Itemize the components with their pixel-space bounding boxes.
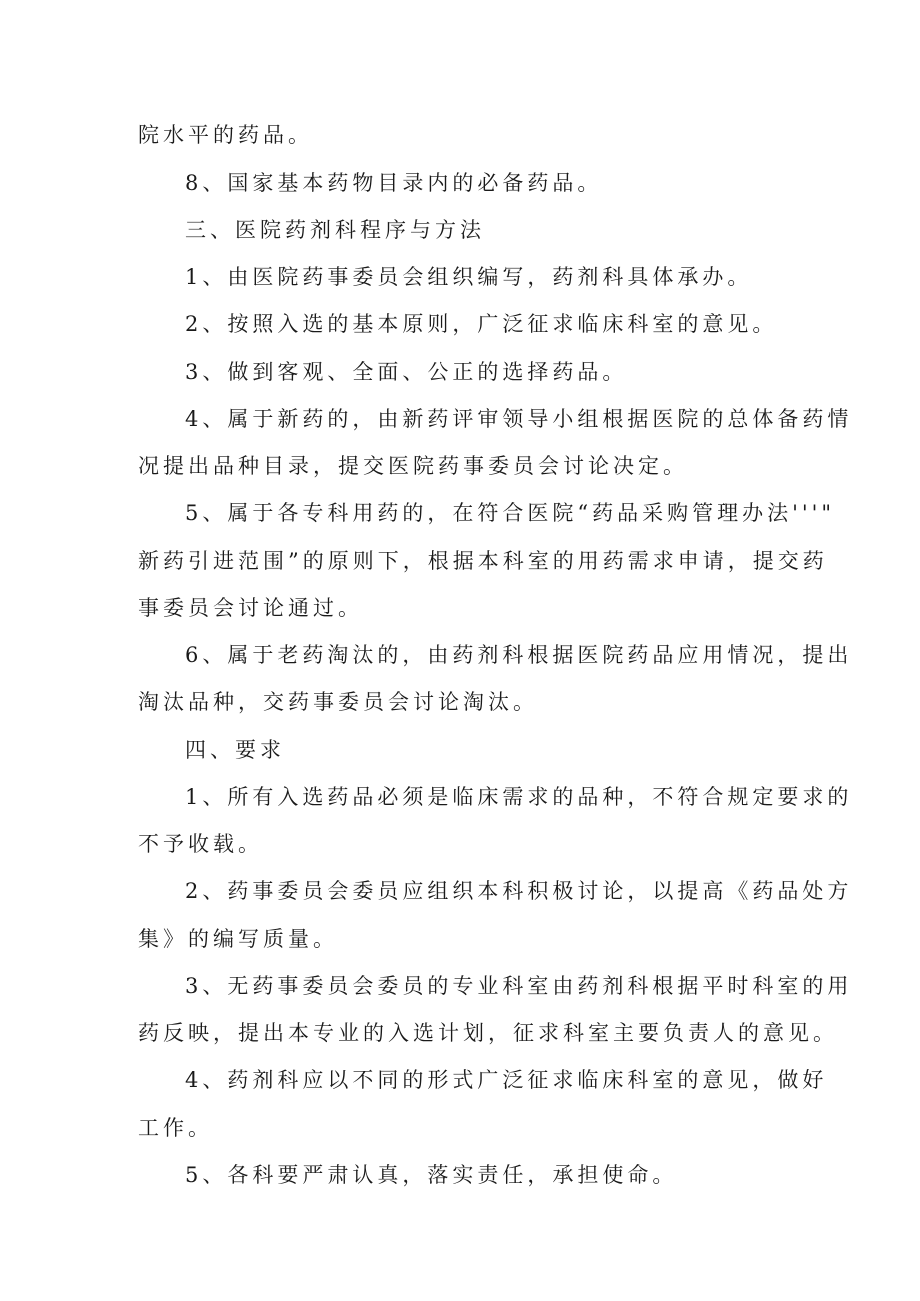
section-heading-4: 四、要求 <box>185 738 285 762</box>
list-item-1: 1、由医院药事委员会组织编写，药剂科具体承办。 <box>185 265 753 289</box>
requirement-item-1: 1、所有入选药品必须是临床需求的品种，不符合规定要求的 <box>185 785 853 809</box>
requirement-item-1-continuation: 不予收载。 <box>138 832 263 856</box>
list-item-3: 3、做到客观、全面、公正的选择药品。 <box>185 360 628 384</box>
list-item-4-continuation: 况提出品种目录，提交医院药事委员会讨论决定。 <box>138 454 688 478</box>
list-item-6-continuation: 淘汰品种，交药事委员会讨论淘汰。 <box>138 690 538 714</box>
list-item-5-continuation: 新药引进范围”的原则下，根据本科室的用药需求申请，提交药 <box>138 549 828 573</box>
requirement-item-3-continuation: 药反映，提出本专业的入选计划，征求科室主要负责人的意见。 <box>138 1021 838 1045</box>
text-line-continuation: 院水平的药品。 <box>138 123 313 147</box>
requirement-item-4: 4、药剂科应以不同的形式广泛征求临床科室的意见，做好 <box>185 1068 828 1092</box>
requirement-item-3: 3、无药事委员会委员的专业科室由药剂科根据平时科室的用 <box>185 974 853 998</box>
list-item-2: 2、按照入选的基本原则，广泛征求临床科室的意见。 <box>185 312 778 336</box>
list-item-5-continuation: 事委员会讨论通过。 <box>138 596 363 620</box>
list-item-5: 5、属于各专科用药的，在符合医院“药品采购管理办法'''" <box>185 501 836 525</box>
requirement-item-4-continuation: 工作。 <box>138 1116 213 1140</box>
list-item-8: 8、国家基本药物目录内的必备药品。 <box>185 171 603 195</box>
section-heading-3: 三、医院药剂科程序与方法 <box>185 218 485 242</box>
requirement-item-2-continuation: 集》的编写质量。 <box>138 927 338 951</box>
list-item-6: 6、属于老药淘汰的，由药剂科根据医院药品应用情况，提出 <box>185 643 853 667</box>
list-item-4: 4、属于新药的，由新药评审领导小组根据医院的总体备药情 <box>185 407 853 431</box>
requirement-item-5: 5、各科要严肃认真，落实责任，承担使命。 <box>185 1163 678 1187</box>
requirement-item-2: 2、药事委员会委员应组织本科积极讨论，以提高《药品处方 <box>185 879 853 903</box>
